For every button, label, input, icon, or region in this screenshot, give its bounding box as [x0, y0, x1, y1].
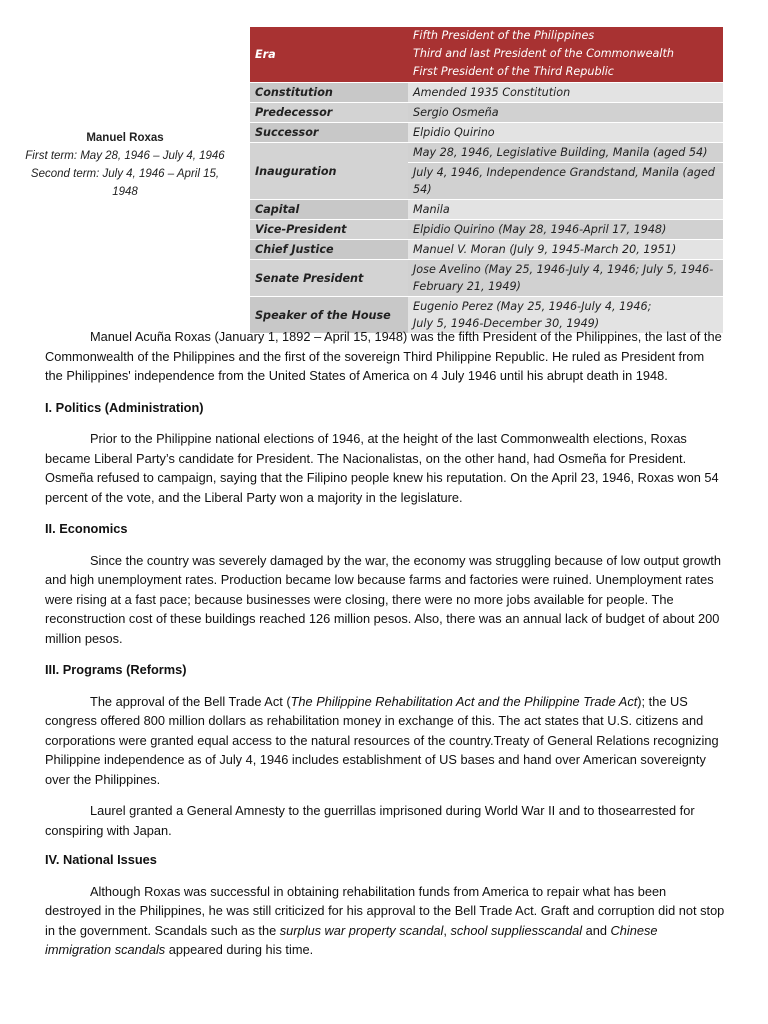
- inauguration-value-2: July 4, 1946, Independence Grandstand, Manila (aged 54): [408, 163, 723, 200]
- infobox-row-inauguration: [250, 143, 723, 163]
- scandal-name: surplus war property scandal: [279, 922, 444, 938]
- infobox-row-chief-justice: [250, 240, 723, 260]
- section-heading-national-issues: IV. National Issues: [45, 852, 157, 867]
- senate-president-value: Jose Avelino (May 25, 1946-July 4, 1946; July 5, 1946-February 21, 1949): [408, 260, 723, 297]
- section-heading-programs: III. Programs (Reforms): [45, 662, 187, 677]
- intro-paragraph: Manuel Acuña Roxas (January 1, 1892 – April 15, 1948) was the fifth President of the Philippines, the last of the Commonwealth of the Philippines and the first of the sovereign Third Philippine Republic. He ruled as President from the Philippines' independence from the United States of America on 4 July 1946 until his abrupt death in 1948.: [45, 329, 722, 383]
- section-heading-politics: I. Politics (Administration): [45, 399, 204, 415]
- infobox-row-predecessor: [250, 103, 723, 123]
- caption-second-term: Second term: July 4, 1946 – April 15, 1948: [30, 168, 220, 198]
- infobox-row-era: [250, 27, 723, 83]
- infobox-row-constitution: [250, 83, 723, 103]
- era-label: Era: [250, 27, 408, 83]
- scandal-name: school suppliesscandal: [450, 922, 583, 938]
- text-run: ); the US congress offered 800 million dollars as rehabilitation money in exchange of this. The act states that U.S. citizens and corporations were granted equal access to the natural resources of the country.Treaty of General Relations recognizing Philippine independence as of July 4, 1946 includes establishment of US bases and hand over American sovereignty over the Philippines.: [45, 693, 719, 787]
- predecessor-label: Predecessor: [250, 103, 408, 123]
- text-run: ,: [443, 922, 451, 938]
- politics-paragraph: Prior to the Philippine national elections of 1946, at the height of the last Commonwealth elections, Roxas became Liberal Party’s candidate for President. The Nacionalistas, on the other hand, had Osmeña for President. Osmeña refused to campaign, saying that the Filipino people knew his reputation. On the April 23, 1946, Roxas won 54 percent of the vote, and the Liberal Party won a majority in the legislature.: [45, 431, 719, 505]
- economics-paragraph: Since the country was severely damaged by the war, the economy was struggling because of low output growth and high unemployment rates. Production became low because farms and factories were ruined. Unemployment rates were rising at a fast pace; because businesses were closing, there were no more jobs available for people. The reconstruction cost of these buildings reached 126 million pesos. Also, there was an annual lack of budget of about 200 million pesos.: [45, 552, 721, 646]
- predecessor-value: Sergio Osmeña: [408, 103, 723, 123]
- amnesty-paragraph: Laurel granted a General Amnesty to the guerrillas imprisoned during World War II and to thosearrested for conspiring with Japan.: [45, 803, 695, 838]
- inauguration-label: Inauguration: [250, 143, 408, 200]
- constitution-label: Constitution: [250, 83, 408, 103]
- senate-president-label: Senate President: [250, 260, 408, 297]
- section-heading-economics: II. Economics: [45, 521, 128, 536]
- vp-label: Vice-President: [250, 220, 408, 240]
- vp-value: Elpidio Quirino (May 28, 1946-April 17, 1948): [408, 220, 723, 240]
- speaker-line: July 5, 1946-December 30, 1949): [413, 317, 600, 330]
- era-line: First President of the Third Republic: [413, 65, 614, 78]
- infobox-row-vp: [250, 220, 723, 240]
- successor-value: Elpidio Quirino: [408, 123, 723, 143]
- era-line: Fifth President of the Philippines: [413, 29, 595, 42]
- article-body: [45, 327, 725, 972]
- infobox-table: [250, 27, 723, 334]
- capital-value: Manila: [408, 200, 723, 220]
- speaker-label: Speaker of the House: [250, 297, 408, 334]
- capital-label: Capital: [250, 200, 408, 220]
- infobox-row-successor: [250, 123, 723, 143]
- infobox-row-capital: [250, 200, 723, 220]
- era-value: [408, 27, 723, 83]
- issues-paragraph: [45, 882, 725, 960]
- text-run: Although Roxas was successful in obtaining rehabilitation funds from America to repair what has been destroyed in the Philippines, he was still criticized for his approval to the Bell Trade Act. Graft and corruption did not stop in the government. Scandals such as the: [45, 883, 725, 938]
- caption-name: Manuel Roxas: [86, 132, 164, 144]
- chief-justice-value: Manuel V. Moran (July 9, 1945-March 20, 1951): [408, 240, 723, 260]
- era-line: Third and last President of the Commonwealth: [413, 47, 674, 60]
- successor-label: Successor: [250, 123, 408, 143]
- inauguration-value-1: May 28, 1946, Legislative Building, Manila (aged 54): [408, 143, 723, 163]
- chief-justice-label: Chief Justice: [250, 240, 408, 260]
- caption-first-term: First term: May 28, 1946 – July 4, 1946: [25, 150, 225, 162]
- programs-paragraph: [45, 692, 725, 790]
- text-run: and: [582, 922, 611, 938]
- text-run: appeared during his time.: [165, 942, 314, 957]
- text-run: The approval of the Bell Trade Act (: [90, 693, 291, 709]
- speaker-line: Eugenio Perez (May 25, 1946-July 4, 1946;: [413, 300, 652, 313]
- portrait-caption: [22, 129, 228, 201]
- scandal-name: Chinese immigration scandals: [45, 922, 658, 957]
- act-title: The Philippine Rehabilitation Act and the Philippine Trade Act: [290, 693, 638, 709]
- constitution-value: Amended 1935 Constitution: [408, 83, 723, 103]
- infobox-row-senate-president: [250, 260, 723, 297]
